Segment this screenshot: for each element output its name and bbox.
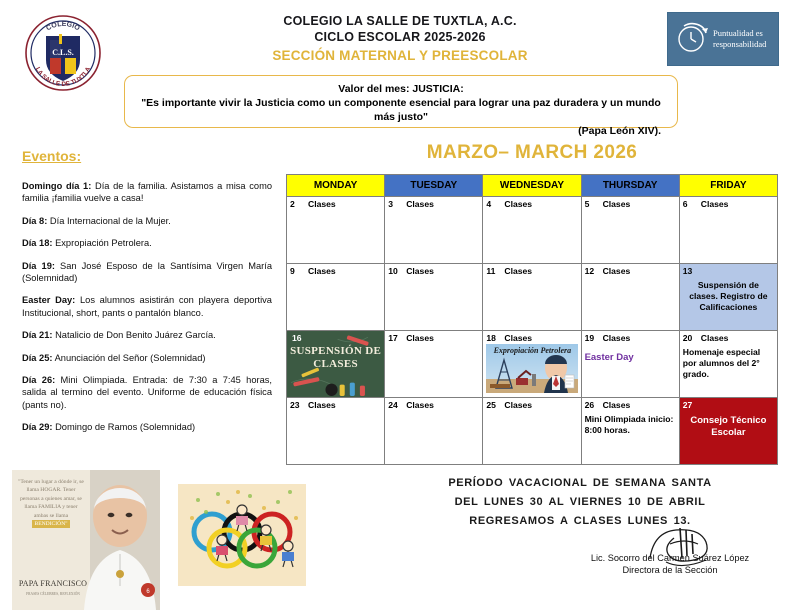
pope-subtitle: FRASES CÉLEBRES, REFLEXIÓN	[26, 592, 80, 596]
calendar-day-cell[interactable]	[385, 197, 483, 264]
calendar-day-header: WEDNESDAY	[483, 175, 581, 197]
calendar-cell-label: Clases	[504, 400, 533, 410]
calendar-day-number: 9	[290, 266, 295, 276]
event-item	[22, 374, 272, 411]
calendar-day-number: 10	[388, 266, 398, 276]
calendar-day-number: 18	[486, 333, 496, 343]
calendar-header-row	[287, 175, 778, 197]
calendar-day-header: MONDAY	[287, 175, 385, 197]
vacation-notice	[378, 474, 782, 531]
event-text: Domingo de Ramos (Solemnidad)	[52, 422, 196, 433]
easter-day-label: Easter Day	[584, 352, 634, 363]
vacation-line-3: REGRESAMOS A CLASES LUNES 13.	[469, 515, 691, 527]
calendar-body	[287, 197, 778, 465]
calendar-day-number: 12	[584, 266, 595, 276]
suspension-de-clases-image	[287, 331, 384, 397]
event-item	[22, 215, 272, 227]
calendar-day-cell[interactable]	[679, 264, 777, 331]
pope-francis-poster	[12, 470, 160, 610]
event-label: Día 19:	[22, 260, 55, 271]
event-text: Día Internacional de la Mujer.	[47, 215, 171, 226]
calendar-day-cell[interactable]	[483, 197, 581, 264]
header-title-block	[200, 13, 600, 65]
event-label: Día 26:	[22, 375, 56, 386]
calendar-cell-note: Homenaje especial por alumnos del 2° grado.	[682, 347, 761, 379]
event-label: Día 21:	[22, 330, 53, 341]
svg-text:COLEGIO: COLEGIO	[45, 20, 81, 33]
calendar-day-cell[interactable]	[483, 264, 581, 331]
calendar-day-number: 20	[682, 333, 693, 343]
calendar-cell-label: Clases	[406, 333, 434, 343]
event-item	[22, 237, 272, 249]
calendar-cell-label: Clases	[406, 199, 434, 209]
calendar-day-cell[interactable]	[287, 197, 385, 264]
calendar-cell-label: Clases	[504, 266, 533, 276]
calendar-cell-label: Clases	[406, 266, 434, 276]
calendar-cell-label: Clases	[308, 266, 336, 276]
calendar-day-cell[interactable]	[581, 197, 679, 264]
calendar-cell-art2-text: Expropiación Petrolera	[493, 346, 572, 355]
event-text: Expropiación Petrolera.	[52, 238, 152, 249]
events-list	[22, 180, 272, 444]
calendar-week-row	[287, 331, 778, 398]
events-heading: Eventos:	[22, 148, 82, 164]
calendar-day-number: 4	[486, 199, 492, 209]
calendar-day-cell[interactable]	[679, 331, 777, 398]
calendar-week-row	[287, 197, 778, 264]
event-text: Día de la familia. Asistamos a misa como familia ¡familia vuelve a casa!	[22, 181, 272, 204]
calendar-day-number: 17	[388, 333, 398, 343]
svg-text:LA SALLE DE TUXTLA: LA SALLE DE TUXTLA	[33, 65, 93, 89]
event-item	[22, 260, 272, 285]
event-label: Día 25:	[22, 352, 53, 363]
expropiacion-petrolera-image	[486, 344, 578, 393]
pope-quote	[18, 478, 84, 528]
event-label: Easter Day:	[22, 295, 76, 306]
signer-block	[560, 552, 780, 576]
vacation-line-2: DEL LUNES 30 AL VIERNES 10 DE ABRIL	[454, 496, 706, 508]
value-quote: "Es importante vivir la Justicia como un componente esencial para lograr una paz duradera y un mundo más justo"	[141, 97, 661, 123]
calendar-cell-label: Clases	[602, 400, 631, 410]
calendar-cell-label: Clases	[504, 199, 533, 209]
calendar-month-title: MARZO– MARCH 2026	[426, 142, 638, 163]
svg-text:6: 6	[146, 589, 150, 595]
calendar-day-number: 24	[388, 400, 398, 410]
calendar-day-number: 6	[682, 199, 688, 209]
school-year: CICLO ESCOLAR 2025-2026	[314, 30, 486, 44]
value-of-month-box	[124, 75, 678, 137]
svg-text:C.L.S.: C.L.S.	[52, 48, 74, 57]
calendar-day-cell[interactable]	[483, 331, 581, 398]
event-item	[22, 421, 272, 433]
pope-name: PAPA FRANCISCO	[18, 579, 88, 588]
calendar-week-row	[287, 264, 778, 331]
pope-quote-text: "Tener un lugar a dónde ir, se llama HOGAR. Tener personas a quienes amar, se llama FAMILIA y tener ambas se llama	[18, 479, 84, 519]
calendar-cell-note: Suspensión de clases. Registro de Calificaciones	[689, 280, 768, 312]
calendar-cell-note: Consejo Técnico Escolar	[690, 415, 767, 438]
calendar-week-row	[287, 398, 778, 465]
punctuality-logo-text: Puntualidad es responsabilidad	[713, 28, 767, 49]
event-text: Natalicio de Don Benito Juárez García.	[52, 330, 216, 341]
calendar-day-cell[interactable]	[581, 331, 679, 398]
calendar-day-cell[interactable]	[287, 398, 385, 465]
event-text: Mini Olimpiada. Entrada: de 7:30 a 7:45 horas, salida al termino del evento. Uniforme de educación física (pants no).	[22, 375, 272, 410]
calendar-cell-art-text: SUSPENSIÓN DE CLASES	[290, 345, 382, 370]
calendar-cell-label: Clases	[700, 199, 729, 209]
calendar-cell-label: Clases	[602, 199, 631, 209]
calendar-day-cell[interactable]	[385, 398, 483, 465]
event-item	[22, 352, 272, 364]
calendar-day-cell[interactable]	[385, 264, 483, 331]
calendar-day-header: TUESDAY	[385, 175, 483, 197]
calendar-day-number: 13	[682, 266, 693, 276]
calendar-day-number: 25	[486, 400, 496, 410]
calendar-cell-label: Clases	[308, 199, 336, 209]
pope-quote-highlight: BENDICIÓN"	[34, 521, 68, 528]
calendar-day-number: 5	[584, 199, 590, 209]
calendar-day-number: 3	[388, 199, 393, 209]
event-label: Día 29:	[22, 422, 53, 433]
event-item	[22, 329, 272, 341]
calendar-day-number: 23	[290, 400, 300, 410]
calendar-day-number: 2	[290, 199, 295, 209]
calendar-day-number: 11	[486, 266, 496, 276]
signer-name: Lic. Socorro del Carmen Suárez López	[590, 553, 750, 563]
punctuality-logo	[667, 12, 779, 66]
section-name: SECCIÓN MATERNAL Y PREESCOLAR	[272, 48, 528, 63]
event-text: Los alumnos asistirán con playera deportiva Institucional, short, pants o pantalón blanco.	[22, 295, 272, 318]
calendar-day-cell[interactable]	[581, 264, 679, 331]
calendar-table	[286, 174, 778, 465]
calendar-cell-label: Clases	[700, 333, 729, 343]
calendar-day-number: 19	[584, 333, 595, 343]
calendar-cell-label: Clases	[504, 333, 533, 343]
event-item	[22, 180, 272, 205]
calendar-day-header: THURSDAY	[581, 175, 679, 197]
calendar-day-header: FRIDAY	[679, 175, 777, 197]
calendar-day-cell[interactable]	[581, 398, 679, 465]
vacation-line-1: PERÍODO VACACIONAL DE SEMANA SANTA	[448, 477, 712, 489]
calendar-day-cell[interactable]	[679, 197, 777, 264]
mini-olympics-image	[178, 484, 306, 586]
calendar-day-cell[interactable]	[385, 331, 483, 398]
signer-title: Directora de la Sección	[622, 565, 718, 575]
value-attribution: (Papa León XIV).	[578, 125, 661, 137]
school-crest-logo	[24, 14, 102, 92]
calendar-day-number: 26	[584, 400, 595, 410]
calendar-cell-label: Clases	[406, 400, 434, 410]
event-text: Anunciación del Señor (Solemnidad)	[52, 352, 206, 363]
event-item	[22, 294, 272, 319]
value-title: Valor del mes: JUSTICIA:	[338, 83, 464, 95]
calendar-cell-label: Clases	[602, 333, 631, 343]
calendar-cell-label: Clases	[602, 266, 631, 276]
event-text: San José Esposo de la Santísima Virgen María (Solemnidad)	[22, 260, 272, 284]
calendar-day-cell[interactable]	[679, 398, 777, 465]
event-label: Día 8:	[22, 215, 48, 226]
calendar-day-number: 16	[292, 333, 302, 343]
event-label: Día 18:	[22, 238, 53, 249]
school-name: COLEGIO LA SALLE DE TUXTLA, A.C.	[283, 14, 517, 28]
calendar-day-number: 27	[682, 400, 693, 410]
calendar-day-cell[interactable]	[287, 331, 385, 398]
calendar-day-cell[interactable]	[287, 264, 385, 331]
calendar-day-cell[interactable]	[483, 398, 581, 465]
calendar-cell-label: Clases	[308, 400, 336, 410]
event-label: Domingo día 1:	[22, 181, 92, 191]
clock-icon	[675, 19, 711, 60]
calendar-cell-note: Mini Olimpiada inicio: 8:00 horas.	[584, 414, 674, 435]
